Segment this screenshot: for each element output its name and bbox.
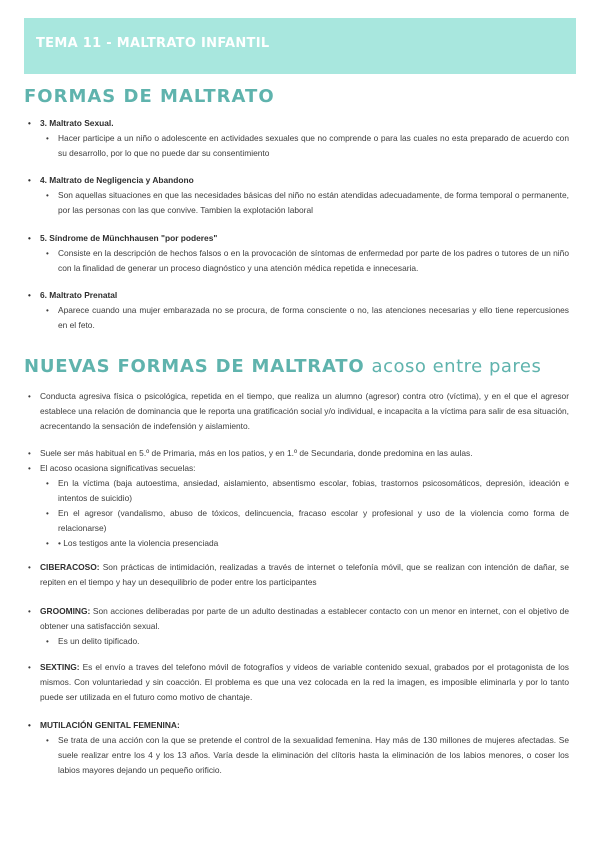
heading-main: NUEVAS FORMAS DE MALTRATO: [24, 356, 365, 377]
grooming-label: GROOMING:: [40, 606, 91, 616]
header-banner: [24, 18, 576, 74]
section-heading-nuevas: [24, 356, 541, 377]
item-title: • 6. Maltrato Prenatal: [24, 288, 569, 303]
list-item: [24, 231, 569, 276]
grooming-body: Son acciones deliberadas por parte de un adulto destinadas a establecer contacto con un menor en internet, con el objetivo de obtener una satisfacción sexual.: [40, 606, 569, 631]
paragraph-sexting: [24, 660, 569, 705]
heading-sub: acoso entre pares: [371, 356, 542, 377]
mgf-text: • Se trata de una acción con la que se pretende el control de la sexualidad femenina. Hay más de 130 millones de mujeres afectadas. Se suele realizar entre los 4 y los 13 años. Varía desde la eliminación del clítoris hasta la eliminación de los labios menores, o coser los labios mayores dejando un pequeño orificio.: [24, 733, 569, 778]
definition-text: • Conducta agresiva física o psicológica, repetida en el tiempo, que realiza un alumno (agresor) contra otro (víctima), y en el que el agresor establece una relación de dominancia que le reporta una gratificación social y/o individual, e incapacita a la víctima para salir de esa situación, acrecentando la sensación de indefensión y aislamiento.: [24, 389, 569, 434]
frequency-text: • Suele ser más habitual en 5.º de Primaria, más en los patios, y en 1.º de Secundaria, donde predomina en las aulas.: [24, 446, 569, 461]
item-description: • Consiste en la descripción de hechos falsos o en la provocación de síntomas de enfermedad por parte de los padres o tutores de un niño con la finalidad de generar un proceso diagnóstico y una atención médica repetida e innecesaria.: [24, 246, 569, 276]
item-title: • 4. Maltrato de Negligencia y Abandono: [24, 173, 569, 188]
list-item: [24, 173, 569, 218]
grooming-sub: • Es un delito tipificado.: [24, 634, 569, 649]
item-description: • Hacer participe a un niño o adolescente en actividades sexuales que no comprende o para las cuales no esta preparado de acuerdo con su desarrollo, por lo que no puede dar su consentimiento: [24, 131, 569, 161]
page-title: TEMA 11 - MALTRATO INFANTIL: [36, 36, 270, 51]
consequences-text: • El acoso ocasiona significativas secuelas:: [24, 461, 569, 476]
ciberacoso-label: CIBERACOSO:: [40, 562, 100, 572]
sexting-label: SEXTING:: [40, 662, 80, 672]
item-title: • 3. Maltrato Sexual.: [24, 116, 569, 131]
paragraph-mgf: [24, 718, 569, 778]
paragraph-frequency: [24, 446, 569, 551]
paragraph-grooming: [24, 604, 569, 649]
ciberacoso-text: [24, 560, 569, 590]
paragraph-ciberacoso: [24, 560, 569, 590]
consequence-victim: • En la víctima (baja autoestima, ansiedad, aislamiento, absentismo escolar, fobias, trastornos psicosomáticos, depresión, ideación e intentos de suicidio): [24, 476, 569, 506]
grooming-text: [24, 604, 569, 634]
list-item: [24, 288, 569, 333]
ciberacoso-body: Son prácticas de intimidación, realizadas a través de internet o telefonía móvil, que se realizan con intención de dañar, se repiten en el tiempo y hay un desequilibrio de poder entre los participantes: [40, 562, 569, 587]
mgf-label: • MUTILACIÓN GENITAL FEMENINA:: [24, 718, 569, 733]
item-description: • Son aquellas situaciones en que las necesidades básicas del niño no están atendidas adecuadamente, de forma temporal o permanente, por las personas con las que convive. Tambien la explotación laboral: [24, 188, 569, 218]
list-item: [24, 116, 569, 161]
consequence-witnesses: • • Los testigos ante la violencia presenciada: [24, 536, 569, 551]
item-title: • 5. Síndrome de Münchhausen "por poderes": [24, 231, 569, 246]
sexting-body: Es el envío a traves del telefono móvil de fotografíos y videos de variable contenido sexual, grabados por el protagonista de los mismos. Con voluntariedad y sin coacción. El problema es que una vez colocada en la red la imagen, es imposible eliminarla y por lo tanto puede ser utilizada en el futuro como motivo de chantaje.: [40, 662, 569, 702]
section-heading-formas: FORMAS DE MALTRATO: [24, 86, 275, 107]
paragraph-definition: [24, 389, 569, 434]
consequence-aggressor: • En el agresor (vandalismo, abuso de tóxicos, delincuencia, fracaso escolar y profesional y uso de la violencia como forma de relacionarse): [24, 506, 569, 536]
sexting-text: [24, 660, 569, 705]
item-description: • Aparece cuando una mujer embarazada no se procura, de forma consciente o no, las atenciones necesarias y ello tiene repercusiones en el feto.: [24, 303, 569, 333]
